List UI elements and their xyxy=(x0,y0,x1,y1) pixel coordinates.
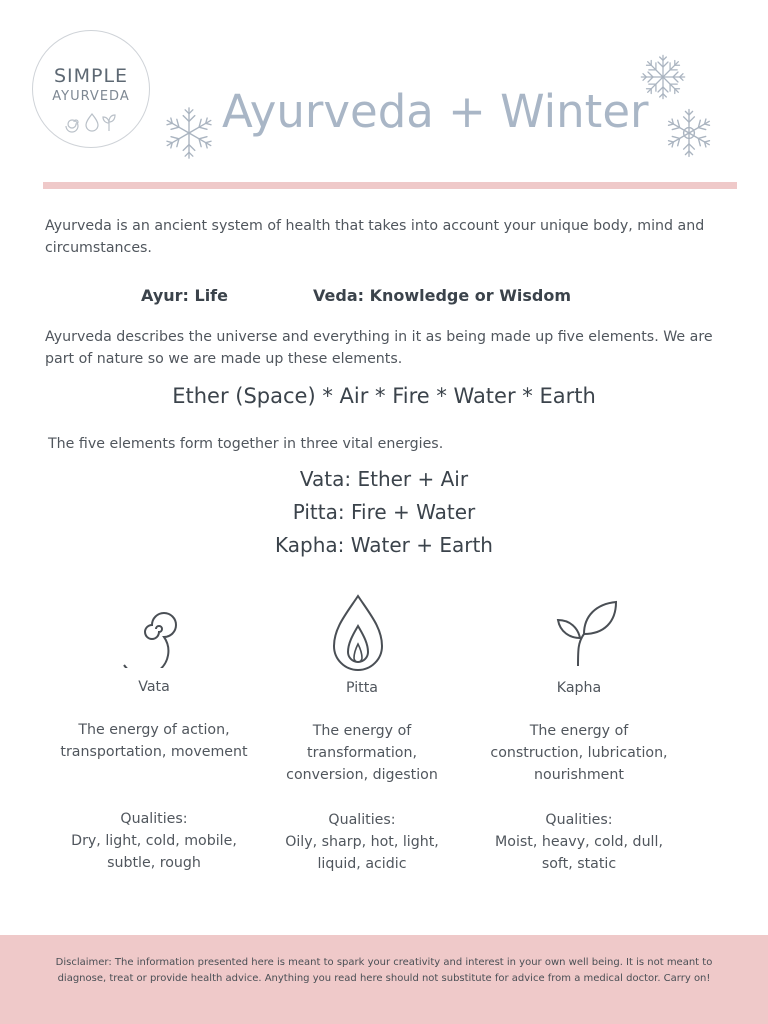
disclaimer-text: Disclaimer: The information presented here is meant to spark your creativity and interest in your own well being. It is not meant to diagnose, treat or provide health advice. Anything you read here should not substitute for advice from a medical doctor. Carry on! xyxy=(55,957,713,984)
logo-line1: SIMPLE xyxy=(53,65,129,87)
dosha-energy-line: transportation, movement xyxy=(60,744,248,760)
dosha-qualities-line: Moist, heavy, cold, dull, xyxy=(495,834,663,850)
snowflake-icon xyxy=(662,106,716,160)
page-title: Ayurveda + Winter xyxy=(222,85,649,138)
ayur-definition: Ayur: Life xyxy=(141,286,228,305)
dosha-name: Vata xyxy=(138,679,170,695)
dosha-energy-line: The energy of xyxy=(312,723,412,739)
dosha-qualities-line: soft, static xyxy=(541,856,617,872)
dosha-energy-line: transformation, xyxy=(307,745,417,761)
disclaimer-footer xyxy=(0,935,768,1024)
elements-line: Ether (Space) * Air * Fire * Water * Earth xyxy=(172,384,596,408)
logo xyxy=(32,30,150,148)
logo-line2: AYURVEDA xyxy=(52,89,130,104)
divider xyxy=(43,182,737,189)
sprout-icon xyxy=(554,598,620,668)
dosha-energy-line: The energy of xyxy=(529,723,629,739)
dosha-qualities-label: Qualities: xyxy=(120,811,188,827)
elements-paragraph: Ayurveda describes the universe and everything in it as being made up five elements. We are part of nature so we are made up these elements. xyxy=(45,329,713,367)
veda-definition: Veda: Knowledge or Wisdom xyxy=(313,286,572,305)
energy-formula-vata: Vata: Ether + Air xyxy=(299,467,469,491)
dosha-energy-line: nourishment xyxy=(534,767,624,783)
energy-formula-kapha: Kapha: Water + Earth xyxy=(275,533,493,557)
dosha-energy-line: conversion, digestion xyxy=(286,767,438,783)
dosha-qualities-line: subtle, rough xyxy=(107,855,201,871)
flame-icon xyxy=(330,594,386,674)
intro-paragraph: Ayurveda is an ancient system of health that takes into account your unique body, mind and circumstances. xyxy=(45,218,705,256)
dosha-qualities-label: Qualities: xyxy=(545,812,613,828)
dosha-energy-line: construction, lubrication, xyxy=(490,745,668,761)
snowflake-icon xyxy=(160,104,218,162)
energy-formula-pitta: Pitta: Fire + Water xyxy=(292,500,476,524)
logo-dosha-icons xyxy=(63,111,121,133)
dosha-name: Pitta xyxy=(345,680,378,696)
dosha-energy-line: The energy of action, xyxy=(78,722,230,738)
dosha-qualities-line: Dry, light, cold, mobile, xyxy=(71,833,237,849)
dosha-qualities-line: Oily, sharp, hot, light, xyxy=(285,834,439,850)
dosha-qualities-label: Qualities: xyxy=(328,812,396,828)
dosha-qualities-line: liquid, acidic xyxy=(317,856,407,872)
energies-intro: The five elements form together in three vital energies. xyxy=(48,436,444,452)
dosha-name: Kapha xyxy=(556,680,602,696)
spiral-icon xyxy=(120,596,192,668)
